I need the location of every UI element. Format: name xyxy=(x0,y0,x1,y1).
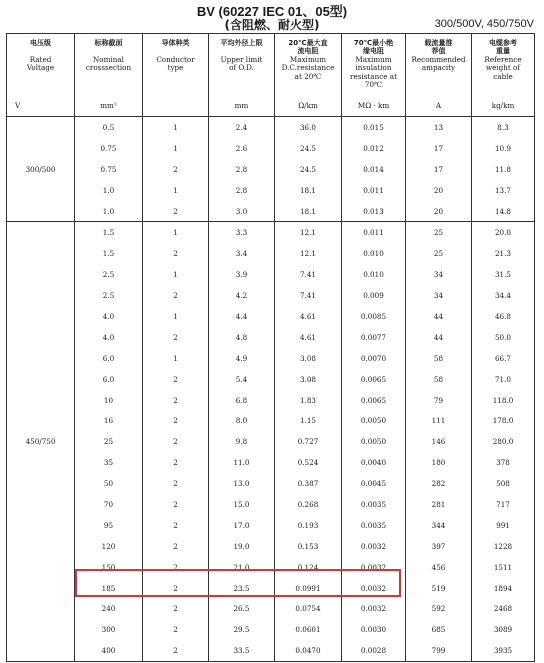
table-cell: 0.0085 xyxy=(342,306,406,327)
table-row xyxy=(7,473,535,494)
table-cell: 281 xyxy=(406,494,472,515)
table-cell: 21.0 xyxy=(209,557,275,578)
table-row xyxy=(7,201,535,222)
table-cell: 2 xyxy=(143,619,209,640)
table-cell: 50 xyxy=(75,473,143,494)
table-cell: 66.7 xyxy=(472,348,535,369)
table-cell: 6.0 xyxy=(75,369,143,390)
table-cell: 18.1 xyxy=(275,180,342,201)
table-cell: 1.5 xyxy=(75,222,143,243)
table-cell: 3.3 xyxy=(209,222,275,243)
table-cell: 13.7 xyxy=(472,180,535,201)
table-cell: 180 xyxy=(406,452,472,473)
table-cell: 0.268 xyxy=(275,494,342,515)
table-cell: 0.0050 xyxy=(342,410,406,431)
table-cell: 20.0 xyxy=(472,222,535,243)
table-cell: 44 xyxy=(406,306,472,327)
table-cell: 717 xyxy=(472,494,535,515)
table-cell: 2 xyxy=(143,431,209,452)
table-cell: 29.5 xyxy=(209,619,275,640)
table-cell: 95 xyxy=(75,515,143,536)
table-cell: 4.0 xyxy=(75,306,143,327)
table-cell: 2 xyxy=(143,410,209,431)
table-cell: 2.4 xyxy=(209,117,275,138)
table-cell: 0.010 xyxy=(342,264,406,285)
table-cell: 3.08 xyxy=(275,348,342,369)
table-cell: 19.0 xyxy=(209,536,275,557)
table-row xyxy=(7,369,535,390)
table-cell: 0.124 xyxy=(275,557,342,578)
table-cell: 24.5 xyxy=(275,138,342,159)
table-cell: 4.8 xyxy=(209,327,275,348)
table-row xyxy=(7,452,535,473)
table-cell: 120 xyxy=(75,536,143,557)
table-cell: 2.5 xyxy=(75,285,143,306)
table-row xyxy=(7,494,535,515)
table-cell: 178.0 xyxy=(472,410,535,431)
table-cell: 58 xyxy=(406,369,472,390)
table-cell: 0.014 xyxy=(342,159,406,180)
table-cell: 150 xyxy=(75,557,143,578)
col-header-insulation-resistance: 70℃最小绝缘电阻 Maximum insulation resistance at 70℃ MΩ · km xyxy=(342,34,406,117)
table-cell: 1 xyxy=(143,117,209,138)
table-cell: 280.0 xyxy=(472,431,535,452)
table-cell: 34 xyxy=(406,285,472,306)
table-cell: 1 xyxy=(143,264,209,285)
table-row xyxy=(7,117,535,138)
table-cell: 2 xyxy=(143,557,209,578)
table-cell: 0.0030 xyxy=(342,619,406,640)
table-cell: 1228 xyxy=(472,536,535,557)
table-cell: 0.0050 xyxy=(342,431,406,452)
table-cell: 0.0991 xyxy=(275,578,342,599)
table-cell: 2.5 xyxy=(75,264,143,285)
table-cell: 6.0 xyxy=(75,348,143,369)
table-cell: 991 xyxy=(472,515,535,536)
table-cell: 0.0028 xyxy=(342,640,406,661)
table-cell: 0.013 xyxy=(342,201,406,222)
table-cell: 3.4 xyxy=(209,243,275,264)
table-cell: 11.8 xyxy=(472,159,535,180)
document-title: BV (60227 IEC 01、05型) xyxy=(196,4,348,19)
table-cell: 508 xyxy=(472,473,535,494)
table-cell: 0.0601 xyxy=(275,619,342,640)
table-cell: 1.83 xyxy=(275,390,342,411)
table-cell: 0.0035 xyxy=(342,494,406,515)
table-row xyxy=(7,222,535,243)
table-cell: 15.0 xyxy=(209,494,275,515)
table-cell: 111 xyxy=(406,410,472,431)
table-cell: 0.153 xyxy=(275,536,342,557)
table-cell: 2.8 xyxy=(209,159,275,180)
table-cell: 2 xyxy=(143,243,209,264)
table-cell: 4.0 xyxy=(75,327,143,348)
table-cell: 58 xyxy=(406,348,472,369)
table-cell: 1 xyxy=(143,306,209,327)
table-row xyxy=(7,327,535,348)
table-cell: 79 xyxy=(406,390,472,411)
table-cell: 17 xyxy=(406,138,472,159)
table-row xyxy=(7,264,535,285)
table-cell: 2 xyxy=(143,201,209,222)
table-cell: 0.0065 xyxy=(342,369,406,390)
table-cell: 0.0077 xyxy=(342,327,406,348)
table-cell: 13.0 xyxy=(209,473,275,494)
table-cell: 4.9 xyxy=(209,348,275,369)
table-row xyxy=(7,243,535,264)
table-cell: 1 xyxy=(143,180,209,201)
col-header-section: 标称截面 Nominal crosssection mm² xyxy=(75,34,143,117)
table-row xyxy=(7,431,535,452)
table-cell: 397 xyxy=(406,536,472,557)
table-cell: 31.5 xyxy=(472,264,535,285)
table-cell: 2 xyxy=(143,473,209,494)
table-cell: 25 xyxy=(406,243,472,264)
table-cell: 2 xyxy=(143,452,209,473)
highlight-box-185 xyxy=(75,569,401,597)
table-cell: 1894 xyxy=(472,578,535,599)
table-row xyxy=(7,180,535,201)
table-cell: 3935 xyxy=(472,640,535,661)
table-cell: 378 xyxy=(472,452,535,473)
table-cell: 4.2 xyxy=(209,285,275,306)
table-cell: 3.9 xyxy=(209,264,275,285)
table-row xyxy=(7,138,535,159)
voltage-cell: 300/500 xyxy=(7,117,75,222)
table-cell: 1511 xyxy=(472,557,535,578)
table-cell: 2 xyxy=(143,369,209,390)
table-cell: 33.5 xyxy=(209,640,275,661)
table-cell: 44 xyxy=(406,327,472,348)
table-cell: 11.0 xyxy=(209,452,275,473)
table-cell: 0.0470 xyxy=(275,640,342,661)
table-cell: 2 xyxy=(143,494,209,515)
table-cell: 24.5 xyxy=(275,159,342,180)
voltage-rating: 300/500V, 450/750V xyxy=(434,18,534,30)
table-cell: 0.75 xyxy=(75,159,143,180)
table-cell: 282 xyxy=(406,473,472,494)
table-cell: 2 xyxy=(143,327,209,348)
table-cell: 0.0070 xyxy=(342,348,406,369)
table-cell: 799 xyxy=(406,640,472,661)
table-cell: 0.0035 xyxy=(342,515,406,536)
table-cell: 185 xyxy=(75,578,143,599)
table-cell: 0.0032 xyxy=(342,536,406,557)
table-row xyxy=(7,410,535,431)
table-cell: 344 xyxy=(406,515,472,536)
table-cell: 3089 xyxy=(472,619,535,640)
table-cell: 34 xyxy=(406,264,472,285)
table-row xyxy=(7,536,535,557)
col-header-od: 平均外径上限 Upper limit of O.D. mm xyxy=(209,34,275,117)
table-cell: 1.15 xyxy=(275,410,342,431)
col-header-dc-resistance: 20℃最大直流电阻 Maximum D.C.resistance at 20℃ Ω/km xyxy=(275,34,342,117)
col-header-conductor: 导体种类 Conductor type xyxy=(143,34,209,117)
table-cell: 592 xyxy=(406,598,472,619)
table-cell: 5.4 xyxy=(209,369,275,390)
table-cell: 2 xyxy=(143,640,209,661)
table-row xyxy=(7,598,535,619)
table-cell: 2 xyxy=(143,285,209,306)
table-cell: 20 xyxy=(406,180,472,201)
table-cell: 34.4 xyxy=(472,285,535,306)
table-cell: 0.0065 xyxy=(342,390,406,411)
col-header-weight: 电缆参考重量 Reference weight of cable kg/km xyxy=(472,34,535,117)
table-cell: 2 xyxy=(143,598,209,619)
table-cell: 685 xyxy=(406,619,472,640)
table-cell: 12.1 xyxy=(275,222,342,243)
table-cell: 300 xyxy=(75,619,143,640)
table-cell: 400 xyxy=(75,640,143,661)
table-cell: 0.0045 xyxy=(342,473,406,494)
col-header-voltage: 电压级 Rated Voltage V xyxy=(7,34,75,117)
table-cell: 21.3 xyxy=(472,243,535,264)
table-cell: 4.4 xyxy=(209,306,275,327)
table-cell: 0.011 xyxy=(342,180,406,201)
voltage-cell: 450/750 xyxy=(7,222,75,662)
table-cell: 0.0040 xyxy=(342,452,406,473)
table-cell: 1 xyxy=(143,348,209,369)
table-row xyxy=(7,619,535,640)
table-cell: 6.8 xyxy=(209,390,275,411)
table-cell: 0.012 xyxy=(342,138,406,159)
table-row xyxy=(7,285,535,306)
table-cell: 1 xyxy=(143,222,209,243)
table-cell: 4.61 xyxy=(275,306,342,327)
table-row xyxy=(7,348,535,369)
table-cell: 14.8 xyxy=(472,201,535,222)
table-cell: 2.6 xyxy=(209,138,275,159)
table-cell: 0.009 xyxy=(342,285,406,306)
table-cell: 0.524 xyxy=(275,452,342,473)
table-cell: 1.5 xyxy=(75,243,143,264)
table-cell: 2 xyxy=(143,515,209,536)
table-cell: 2 xyxy=(143,390,209,411)
table-cell: 2468 xyxy=(472,598,535,619)
table-cell: 7.41 xyxy=(275,285,342,306)
table-cell: 9.8 xyxy=(209,431,275,452)
table-cell: 36.0 xyxy=(275,117,342,138)
table-cell: 25 xyxy=(75,431,143,452)
table-cell: 13 xyxy=(406,117,472,138)
table-cell: 0.0032 xyxy=(342,578,406,599)
table-cell: 456 xyxy=(406,557,472,578)
table-cell: 3.0 xyxy=(209,201,275,222)
table-cell: 46.8 xyxy=(472,306,535,327)
table-cell: 0.727 xyxy=(275,431,342,452)
table-cell: 240 xyxy=(75,598,143,619)
table-cell: 12.1 xyxy=(275,243,342,264)
table-cell: 0.387 xyxy=(275,473,342,494)
table-cell: 18.1 xyxy=(275,201,342,222)
col-header-ampacity: 载流量推荐值 Recommended ampacity A xyxy=(406,34,472,117)
table-cell: 0.75 xyxy=(75,138,143,159)
table-cell: 8.0 xyxy=(209,410,275,431)
table-cell: 3.08 xyxy=(275,369,342,390)
table-cell: 23.5 xyxy=(209,578,275,599)
table-cell: 2.8 xyxy=(209,180,275,201)
table-cell: 17.0 xyxy=(209,515,275,536)
table-cell: 0.0032 xyxy=(342,598,406,619)
table-cell: 519 xyxy=(406,578,472,599)
table-cell: 2 xyxy=(143,536,209,557)
table-cell: 35 xyxy=(75,452,143,473)
table-cell: 70 xyxy=(75,494,143,515)
header-row xyxy=(7,34,535,117)
table-row xyxy=(7,390,535,411)
table-cell: 50.0 xyxy=(472,327,535,348)
table-row xyxy=(7,640,535,661)
table-row xyxy=(7,515,535,536)
table-cell: 4.61 xyxy=(275,327,342,348)
table-cell: 0.011 xyxy=(342,222,406,243)
table-row xyxy=(7,159,535,180)
table-cell: 16 xyxy=(75,410,143,431)
table-cell: 146 xyxy=(406,431,472,452)
table-cell: 1.0 xyxy=(75,180,143,201)
table-cell: 2 xyxy=(143,159,209,180)
table-cell: 0.0754 xyxy=(275,598,342,619)
table-cell: 7.41 xyxy=(275,264,342,285)
table-cell: 71.0 xyxy=(472,369,535,390)
table-cell: 2 xyxy=(143,578,209,599)
table-cell: 118.0 xyxy=(472,390,535,411)
table-cell: 0.5 xyxy=(75,117,143,138)
table-cell: 0.0032 xyxy=(342,557,406,578)
table-cell: 26.5 xyxy=(209,598,275,619)
table-cell: 25 xyxy=(406,222,472,243)
table-cell: 17 xyxy=(406,159,472,180)
table-cell: 10 xyxy=(75,390,143,411)
table-cell: 0.015 xyxy=(342,117,406,138)
table-cell: 20 xyxy=(406,201,472,222)
table-cell: 1 xyxy=(143,138,209,159)
table-cell: 0.010 xyxy=(342,243,406,264)
table-cell: 10.9 xyxy=(472,138,535,159)
table-cell: 8.3 xyxy=(472,117,535,138)
table-cell: 0.193 xyxy=(275,515,342,536)
document-subtitle: (含阻燃、耐火型) xyxy=(224,18,320,32)
cable-spec-table xyxy=(6,33,535,662)
table-cell: 1.0 xyxy=(75,201,143,222)
table-row xyxy=(7,306,535,327)
